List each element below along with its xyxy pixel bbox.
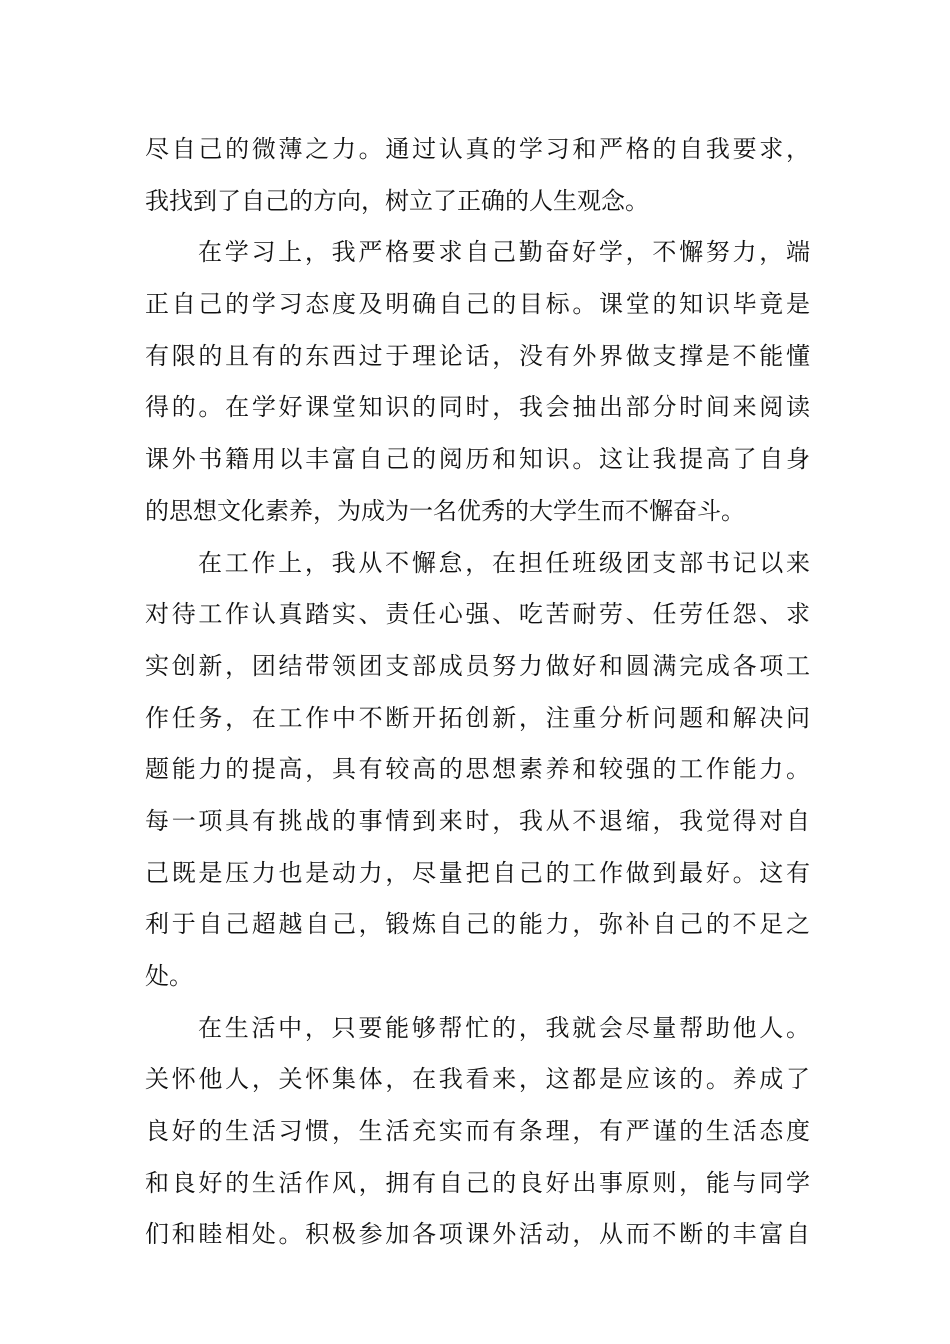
text-line: 在工作上，我从不懈怠，在担任班级团支部书记以来	[198, 548, 810, 577]
text-line: 题能力的提高，具有较高的思想素养和较强的工作能力。	[145, 755, 810, 784]
text-line: 实创新，团结带领团支部成员努力做好和圆满完成各项工	[145, 651, 810, 680]
text-line: 在学习上，我严格要求自己勤奋好学，不懈努力，端	[198, 238, 810, 267]
text-line: 和良好的生活作风，拥有自己的良好出事原则，能与同学	[145, 1168, 810, 1197]
text-line: 有限的且有的东西过于理论话，没有外界做支撑是不能懂	[145, 341, 810, 370]
text-line: 利于自己超越自己，锻炼自己的能力，弥补自己的不足之	[145, 910, 810, 939]
text-line: 作任务，在工作中不断开拓创新，注重分析问题和解决问	[145, 703, 810, 732]
text-line: 在生活中，只要能够帮忙的，我就会尽量帮助他人。	[198, 1013, 810, 1042]
text-line: 得的。在学好课堂知识的同时，我会抽出部分时间来阅读	[145, 393, 810, 422]
text-line: 正自己的学习态度及明确自己的目标。课堂的知识毕竟是	[145, 290, 810, 319]
text-line: 们和睦相处。积极参加各项课外活动，从而不断的丰富自	[145, 1220, 810, 1249]
text-line: 己既是压力也是动力，尽量把自己的工作做到最好。这有	[145, 858, 810, 887]
text-line: 处。	[145, 962, 193, 990]
body-text	[145, 124, 810, 1261]
text-line: 对待工作认真踏实、责任心强、吃苦耐劳、任劳任怨、求	[145, 600, 810, 629]
text-line: 课外书籍用以丰富自己的阅历和知识。这让我提高了自身	[145, 445, 810, 474]
text-line: 尽自己的微薄之力。通过认真的学习和严格的自我要求，	[145, 135, 810, 163]
text-line: 的思想文化素养，为成为一名优秀的大学生而不懈奋斗。	[145, 496, 745, 525]
text-line: 每一项具有挑战的事情到来时，我从不退缩，我觉得对自	[145, 806, 810, 835]
text-line: 良好的生活习惯，生活充实而有条理，有严谨的生活态度	[145, 1117, 810, 1146]
text-line: 关怀他人，关怀集体，在我看来，这都是应该的。养成了	[145, 1065, 810, 1094]
text-line: 我找到了自己的方向，树立了正确的人生观念。	[145, 186, 649, 215]
